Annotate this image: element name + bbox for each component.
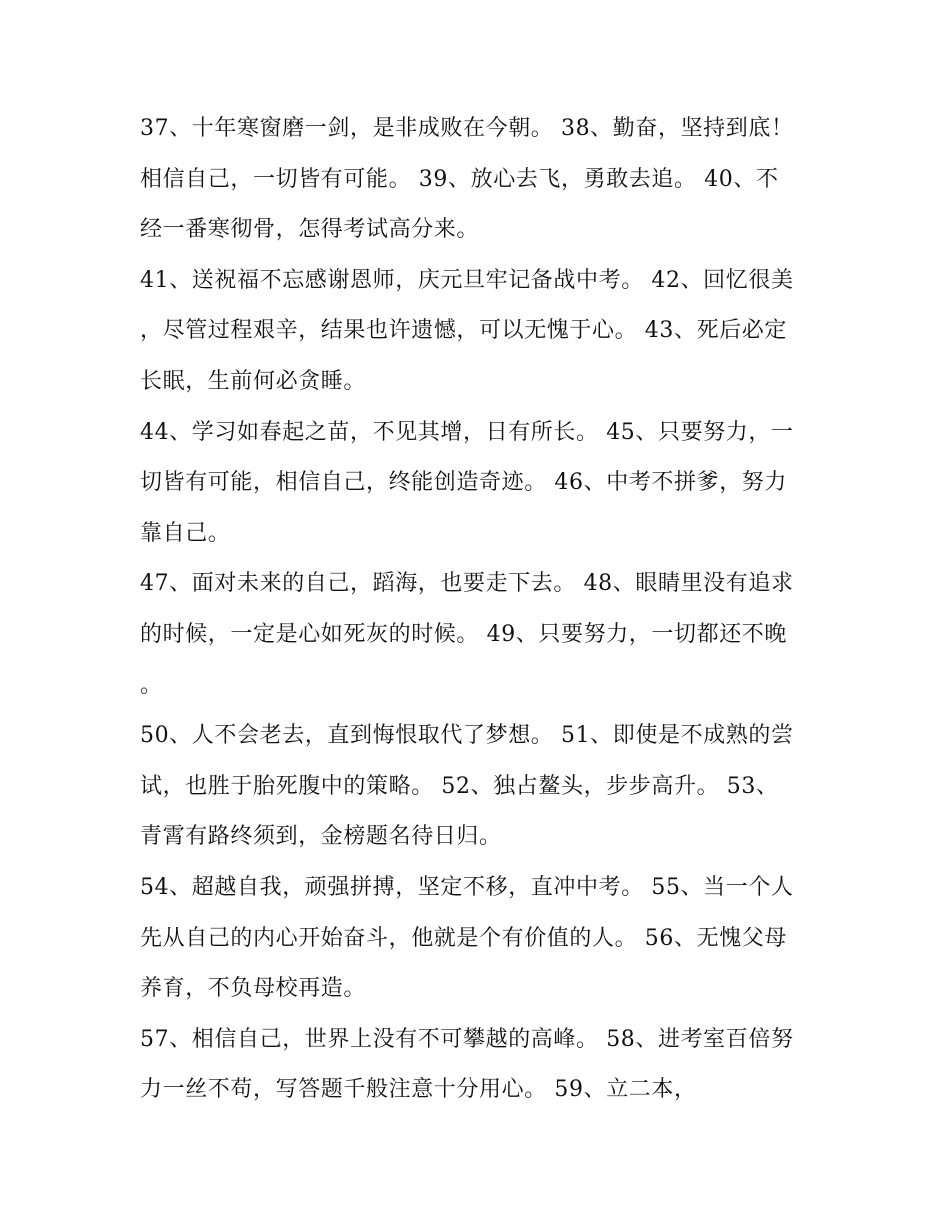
paragraph-44-46: 44、学习如春起之苗，不见其增，日有所长。 45、只要努力，一切皆有可能，相信自己，终能创造奇迹。 46、中考不拼爹，努力靠自己。: [140, 419, 794, 546]
paragraph-57-59: 57、相信自己，世界上没有不可攀越的高峰。 58、进考室百倍努力一丝不苟，写答题千般注意十分用心。 59、立二本，: [140, 1026, 794, 1103]
paragraph-54-56: 54、超越自我，顽强拼搏，坚定不移，直冲中考。 55、当一个人先从自己的内心开始奋斗，他就是个有价值的人。 56、无愧父母养育，不负母校再造。: [140, 874, 794, 1002]
paragraph-37-40: 37、十年寒窗磨一剑，是非成败在今朝。 38、勤奋，坚持到底！相信自己，一切皆有可能。 39、放心去飞，勇敢去追。 40、不经一番寒彻骨，怎得考试高分来。: [140, 116, 794, 243]
document-body: [140, 104, 800, 1116]
paragraph-50-53: 50、人不会老去，直到悔恨取代了梦想。 51、即使是不成熟的尝试，也胜于胎死腹中的策略。 52、独占鳌头，步步高升。 53、青霄有路终须到，金榜题名待日归。: [140, 723, 794, 850]
paragraph-41-43: 41、送祝福不忘感谢恩师，庆元旦牢记备战中考。 42、回忆很美，尽管过程艰辛，结果也许遗憾，可以无愧于心。 43、死后必定长眠，生前何必贪睡。: [140, 267, 794, 394]
paragraph-47-49: 47、面对未来的自己，蹈海，也要走下去。 48、眼睛里没有追求的时候，一定是心如死灰的时候。 49、只要努力，一切都还不晚。: [140, 571, 794, 698]
